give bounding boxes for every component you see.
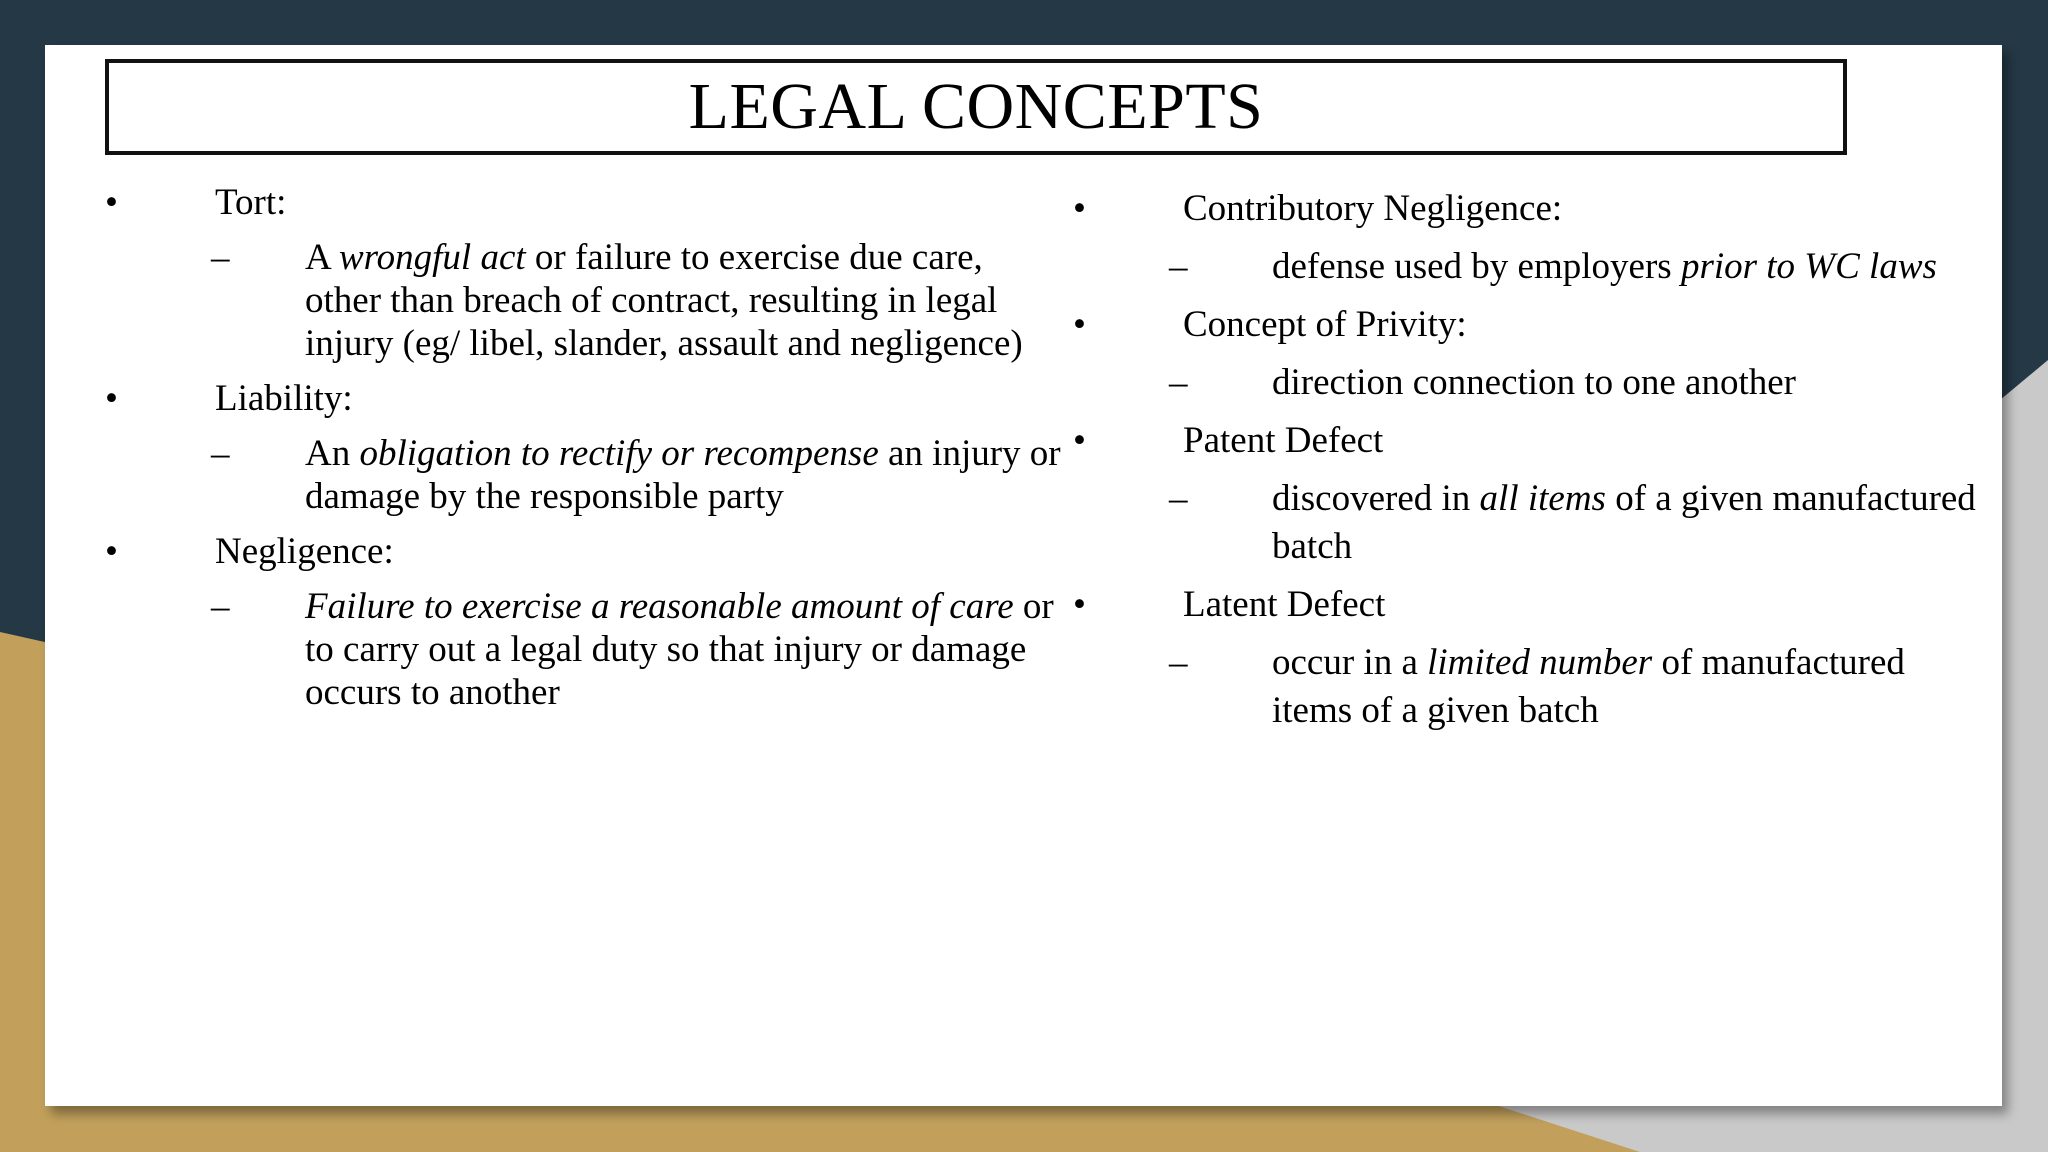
sub-bullet-privity-definition: [1073, 359, 1993, 407]
bullet-contributory-negligence: [1073, 185, 1993, 233]
negligence-def-text-2: or to carry out a legal duty so that injury or damage occurs to another: [305, 586, 1054, 713]
tort-heading: Tort:: [215, 182, 287, 223]
latent-heading: Latent Defect: [1183, 584, 1386, 625]
contributory-def-italic: prior to WC laws: [1680, 246, 1937, 287]
latent-def-italic: limited number: [1427, 642, 1653, 683]
patent-heading: Patent Defect: [1183, 420, 1384, 461]
tort-def-text-1: A: [305, 237, 339, 278]
bullet-latent-defect: [1073, 581, 1993, 629]
contributory-def-text-1: defense used by employers: [1272, 246, 1681, 287]
bullet-marker: •: [105, 531, 118, 572]
bullet-concept-of-privity: [1073, 301, 1993, 349]
bullet-patent-defect: [1073, 417, 1993, 465]
negligence-heading: Negligence:: [215, 531, 394, 572]
sub-bullet-tort-definition: [105, 236, 1065, 365]
dash-marker: –: [1169, 478, 1188, 519]
bullet-marker: •: [105, 378, 118, 419]
bullet-marker: •: [1073, 304, 1086, 345]
liability-heading: Liability:: [215, 378, 353, 419]
bullet-marker: •: [1073, 420, 1086, 461]
liability-def-italic: obligation to rectify or recompense: [359, 433, 879, 474]
patent-def-text-1: discovered in: [1272, 478, 1480, 519]
sub-bullet-contributory-definition: [1073, 243, 1993, 291]
title-box: [105, 59, 1847, 155]
dash-marker: –: [1169, 246, 1188, 287]
patent-def-text-3: of a given manufactured batch: [1272, 478, 1976, 567]
latent-def-text-3: of manufactured items of a given batch: [1272, 642, 1905, 731]
privity-heading: Concept of Privity:: [1183, 304, 1467, 345]
bullet-tort: [105, 181, 1065, 224]
right-column: [1073, 185, 1993, 745]
dash-marker: –: [211, 433, 230, 474]
liability-def-text-1: An: [305, 433, 360, 474]
dash-marker: –: [1169, 642, 1188, 683]
sub-bullet-liability-definition: [105, 432, 1065, 518]
bullet-liability: [105, 377, 1065, 420]
left-column: [105, 181, 1065, 726]
slide-title: LEGAL CONCEPTS: [688, 70, 1264, 143]
dash-marker: –: [211, 586, 230, 627]
dash-marker: –: [1169, 362, 1188, 403]
tort-def-italic: wrongful act: [338, 237, 526, 278]
dash-marker: –: [211, 237, 230, 278]
patent-def-italic: all items: [1479, 478, 1606, 519]
sub-bullet-latent-definition: [1073, 639, 1993, 735]
bullet-marker: •: [1073, 584, 1086, 625]
sub-bullet-patent-definition: [1073, 475, 1993, 571]
contributory-heading: Contributory Negligence:: [1183, 188, 1563, 229]
latent-def-text-1: occur in a: [1272, 642, 1428, 683]
privity-def-text: direction connection to one another: [1272, 362, 1796, 403]
bullet-marker: •: [105, 182, 118, 223]
tort-def-text-3: or failure to exercise due care, other than breach of contract, resulting in legal injury (eg/ libel, slander, assault and negligence): [305, 237, 1023, 364]
bullet-marker: •: [1073, 188, 1086, 229]
slide: [45, 45, 2002, 1106]
liability-def-text-3: an injury or damage by the responsible party: [305, 433, 1061, 517]
sub-bullet-negligence-definition: [105, 585, 1065, 714]
negligence-def-italic: Failure to exercise a reasonable amount of care: [305, 586, 1014, 627]
bullet-negligence: [105, 530, 1065, 573]
